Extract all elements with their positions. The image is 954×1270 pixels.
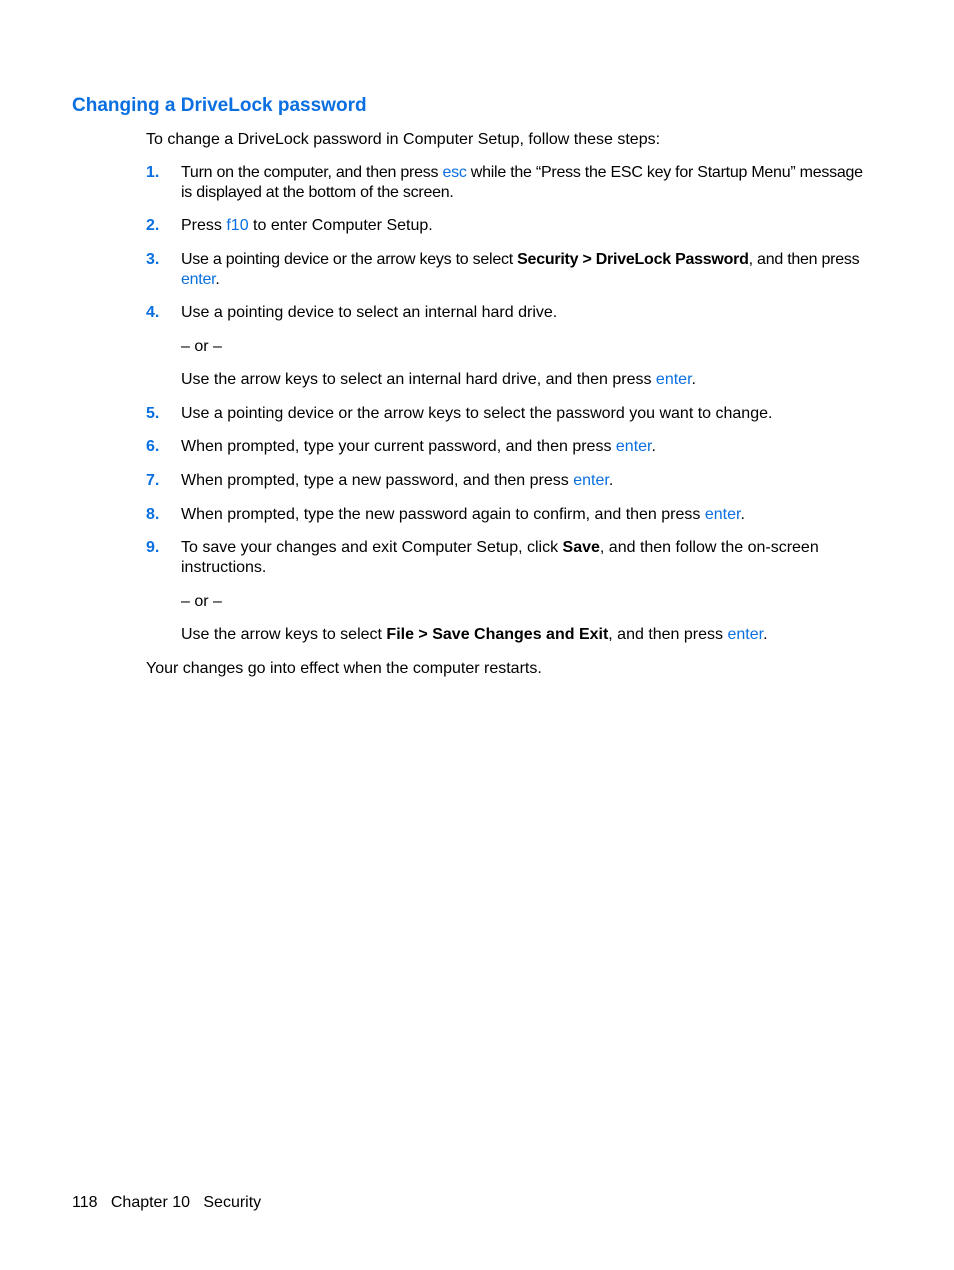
step-4-or: – or – bbox=[181, 338, 222, 355]
key-enter: enter bbox=[181, 271, 216, 288]
key-enter: enter bbox=[615, 438, 652, 455]
footer-chapter: Chapter 10 bbox=[110, 1194, 191, 1211]
step-9-or: – or – bbox=[181, 593, 222, 610]
step-8-text: When prompted, type the new password again to confirm, and then press enter. bbox=[181, 506, 745, 523]
step-3-text: Use a pointing device or the arrow keys to select Security > DriveLock Password, and then press enter. bbox=[181, 251, 860, 288]
key-enter: enter bbox=[727, 626, 764, 643]
step-1-text: Turn on the computer, and then press esc while the “Press the ESC key for Startup Menu” message is displayed at the bottom of the screen. bbox=[181, 164, 863, 201]
page-number: 118 bbox=[72, 1194, 98, 1211]
step-2-text: Press f10 to enter Computer Setup. bbox=[181, 217, 433, 234]
page-title: Changing a DriveLock password bbox=[72, 95, 367, 116]
outro-text: Your changes go into effect when the computer restarts. bbox=[146, 660, 542, 677]
step-7-text: When prompted, type a new password, and then press enter. bbox=[181, 472, 614, 489]
key-enter: enter bbox=[704, 506, 741, 523]
step-number-3: 3. bbox=[146, 251, 160, 268]
key-esc: esc bbox=[442, 164, 467, 181]
step-6-text: When prompted, type your current password, and then press enter. bbox=[181, 438, 656, 455]
key-f10: f10 bbox=[226, 217, 249, 234]
step-number-9: 9. bbox=[146, 539, 160, 556]
step-number-1: 1. bbox=[146, 164, 160, 181]
key-enter: enter bbox=[655, 371, 692, 388]
step-number-2: 2. bbox=[146, 217, 160, 234]
step-5-text: Use a pointing device or the arrow keys to select the password you want to change. bbox=[181, 405, 773, 422]
step-number-8: 8. bbox=[146, 506, 160, 523]
footer-section: Security bbox=[203, 1194, 262, 1211]
step-4-alt-text: Use the arrow keys to select an internal hard drive, and then press enter. bbox=[181, 371, 696, 388]
step-number-7: 7. bbox=[146, 472, 160, 489]
page-footer bbox=[72, 1193, 261, 1213]
step-4-text: Use a pointing device to select an internal hard drive. bbox=[181, 304, 558, 321]
step-number-5: 5. bbox=[146, 405, 160, 422]
step-number-6: 6. bbox=[146, 438, 160, 455]
step-number-4: 4. bbox=[146, 304, 160, 321]
step-9-alt-text: Use the arrow keys to select File > Save Changes and Exit, and then press enter. bbox=[181, 626, 768, 643]
step-9-text: To save your changes and exit Computer Setup, click Save, and then follow the on-screen instructions. bbox=[181, 539, 819, 576]
intro-text: To change a DriveLock password in Computer Setup, follow these steps: bbox=[146, 131, 661, 148]
key-enter: enter bbox=[573, 472, 609, 489]
